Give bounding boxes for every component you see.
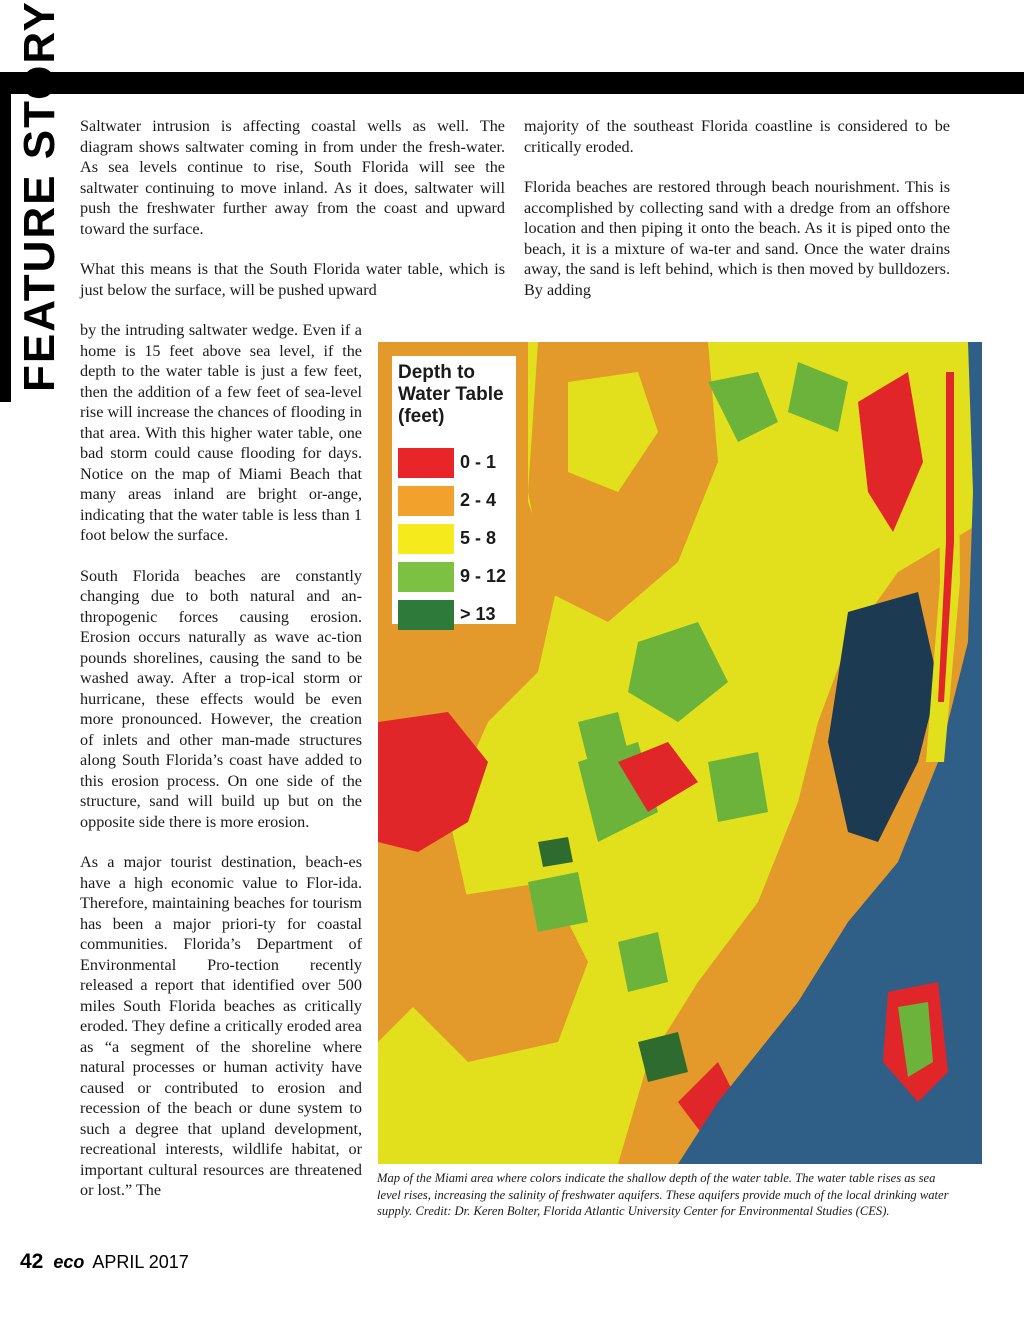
- legend-label: 5 - 8: [460, 528, 497, 548]
- water-table-map: [378, 342, 982, 1164]
- section-label: FEATURE STORY: [15, 0, 64, 392]
- map-caption: Map of the Miami area where colors indicate the shallow depth of the water table. The water table rises as sea level rises, increasing the salinity of freshwater aquifers. These aquifers provide much of the local drinking water supply. Credit: Dr. Keren Bolter, Florida Atlantic University Center for Environmental Studies (CES).: [377, 1171, 949, 1218]
- legend-title: Depth to Water Table (feet): [398, 362, 504, 427]
- page-footer: [20, 1250, 189, 1274]
- paragraph: South Florida beaches are constantly changing due to both natural and an-thropogenic forces causing erosion. Erosion occurs naturally as wave ac-tion pounds shorelines, causing the sand to be washed away. After a trop-ical storm or hurricane, these effects would be even more pronounced. However, the creation of inlets and other man-made structures along South Florida’s coast have added to this erosion process. On one side of the structure, sand will build up but on the opposite side there is more erosion.: [80, 566, 362, 831]
- magazine-name: eco: [53, 1252, 85, 1272]
- paragraph: Saltwater intrusion is affecting coastal wells as well. The diagram shows saltwater coming in from under the fresh-water. As sea levels continue to rise, South Florida will see the saltwater continuing to move inland. As it does, saltwater will push the freshwater further away from the coast and upward toward the surface.: [80, 117, 505, 238]
- legend-label: 0 - 1: [460, 452, 497, 472]
- legend-label: 2 - 4: [460, 490, 497, 510]
- paragraph: majority of the southeast Florida coastline is considered to be critically eroded.: [524, 117, 950, 156]
- paragraph: As a major tourist destination, beach-es have a high economic value to Flor-ida. Therefore, maintaining beaches for tourism has been a major priori-ty for coastal communities. Florida’s Department of Environmental Pro-tection recently released a report that identified over 500 miles South Florida beaches as critically eroded. They define a critically eroded area as “a segment of the shoreline where natural processes or human activity have caused or contributed to erosion and recession of the beach or dune system to such a degree that upland development, recreational interests, wildlife habitat, or important cultural resources are threatened or lost.” The: [80, 853, 362, 1199]
- column-right-top: [524, 116, 950, 320]
- map-legend: [392, 356, 516, 624]
- column-left-narrow: [80, 320, 362, 1221]
- legend-swatch: [398, 562, 454, 592]
- legend-label: 9 - 12: [460, 566, 507, 586]
- map-region: [538, 837, 573, 867]
- paragraph: by the intruding saltwater wedge. Even if a home is 15 feet above sea level, if the depth to the water table is just a few feet, then the addition of a few feet of sea-level rise will increase the chances of flooding in that area. With this higher water table, one bad storm could cause flooding for days. Notice on the map of Miami Beach that many areas inland are bright or-ange, indicating that the water table is less than 1 foot below the surface.: [80, 321, 362, 544]
- legend-swatch: [398, 486, 454, 516]
- page-number: 42: [20, 1250, 44, 1273]
- legend-label: > 13: [460, 604, 496, 624]
- header-rule: [0, 72, 1024, 94]
- legend-swatch: [398, 524, 454, 554]
- legend-swatch: [398, 448, 454, 478]
- paragraph: What this means is that the South Florida water table, which is just below the surface, will be pushed upward: [80, 260, 505, 299]
- map-region: [708, 752, 768, 822]
- column-left-top: [80, 116, 505, 300]
- issue-date: APRIL 2017: [92, 1252, 189, 1272]
- map-region: [528, 872, 588, 932]
- paragraph: Florida beaches are restored through beach nourishment. This is accomplished by collecting sand with a dredge from an offshore location and then piping it onto the beach. As it is piped onto the beach, it is a mixture of wa-ter and sand. Once the water drains away, the sand is left behind, which is then moved by bulldozers. By adding: [524, 178, 950, 299]
- legend-swatch: [398, 600, 454, 630]
